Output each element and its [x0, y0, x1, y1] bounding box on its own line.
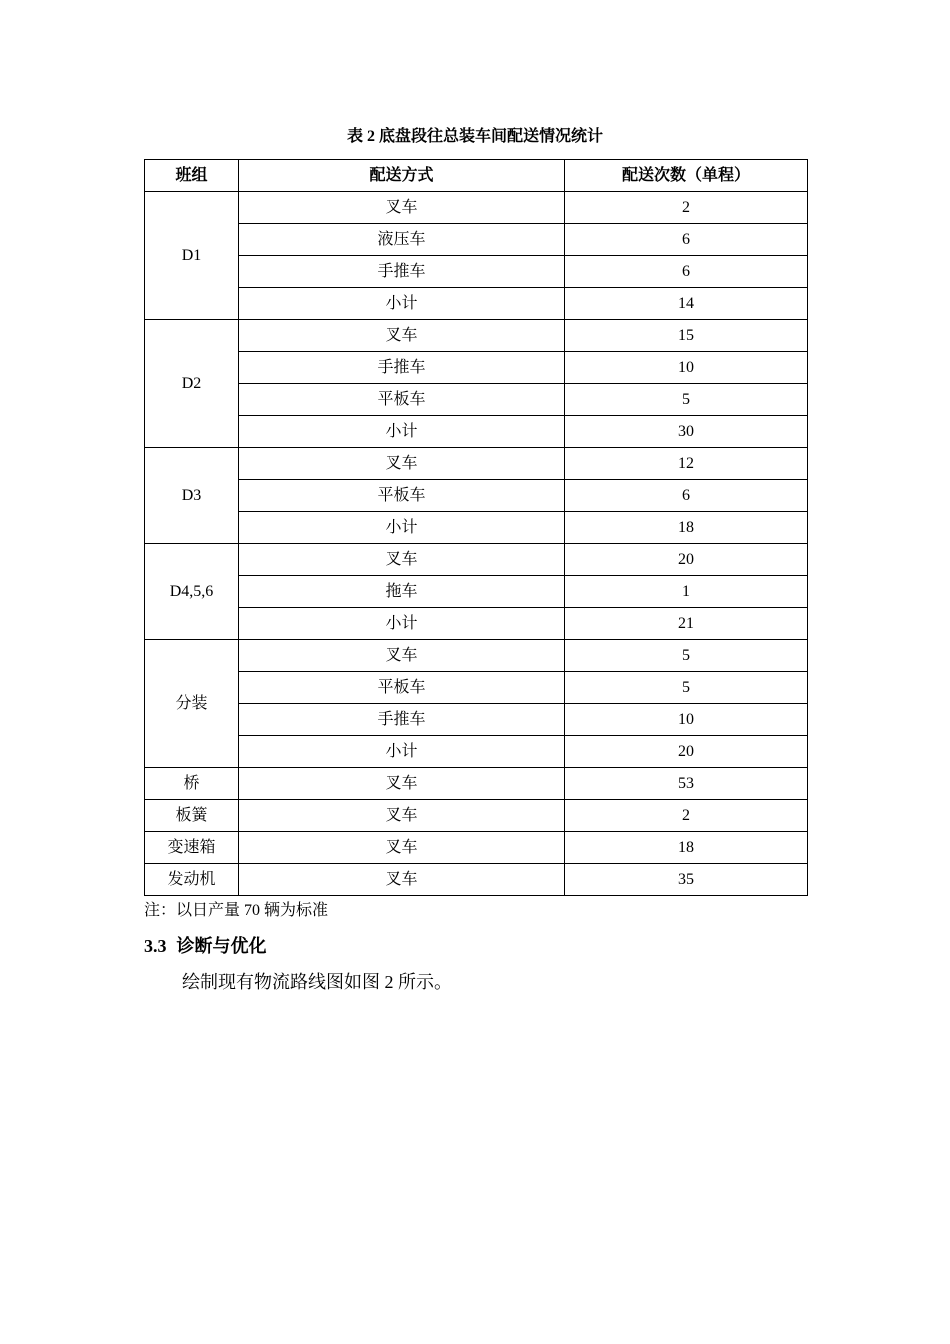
team-cell: D4,5,6 — [145, 544, 239, 640]
header-delivery-method: 配送方式 — [239, 160, 565, 192]
method-cell: 叉车 — [239, 544, 565, 576]
table-row — [145, 512, 808, 544]
count-cell: 12 — [565, 448, 808, 480]
body-paragraph: 绘制现有物流路线图如图 2 所示。 — [182, 972, 452, 992]
team-cell: 发动机 — [145, 864, 239, 896]
method-cell: 小计 — [239, 288, 565, 320]
method-cell: 小计 — [239, 512, 565, 544]
table-note: 注：以日产量 70 辆为标准 — [144, 902, 329, 919]
table-row — [145, 384, 808, 416]
table-row — [145, 544, 808, 576]
method-cell: 叉车 — [239, 800, 565, 832]
section-title: 诊断与优化 — [176, 936, 267, 956]
count-cell: 6 — [565, 256, 808, 288]
count-cell: 1 — [565, 576, 808, 608]
method-cell: 小计 — [239, 416, 565, 448]
count-cell: 5 — [565, 672, 808, 704]
table-caption: 表 2 底盘段往总装车间配送情况统计 — [346, 128, 603, 145]
method-cell: 平板车 — [239, 672, 565, 704]
count-cell: 18 — [565, 832, 808, 864]
table-row — [145, 832, 808, 864]
method-cell: 平板车 — [239, 480, 565, 512]
table-row — [145, 256, 808, 288]
team-cell: D1 — [145, 192, 239, 320]
table-header-row — [145, 160, 808, 192]
method-cell: 叉车 — [239, 320, 565, 352]
table-row — [145, 736, 808, 768]
table-row — [145, 768, 808, 800]
header-delivery-count: 配送次数（单程） — [565, 160, 808, 192]
table-row — [145, 672, 808, 704]
count-cell: 30 — [565, 416, 808, 448]
delivery-stats-table — [144, 159, 808, 896]
count-cell: 5 — [565, 384, 808, 416]
table-row — [145, 608, 808, 640]
table-row — [145, 288, 808, 320]
method-cell: 叉车 — [239, 640, 565, 672]
team-cell: 变速箱 — [145, 832, 239, 864]
table-row — [145, 416, 808, 448]
table-row — [145, 704, 808, 736]
count-cell: 10 — [565, 704, 808, 736]
team-cell: 分装 — [145, 640, 239, 768]
section-number: 3.3 — [144, 936, 167, 956]
count-cell: 18 — [565, 512, 808, 544]
table-row — [145, 864, 808, 896]
table-row — [145, 576, 808, 608]
method-cell: 拖车 — [239, 576, 565, 608]
count-cell: 21 — [565, 608, 808, 640]
count-cell: 53 — [565, 768, 808, 800]
header-team: 班组 — [145, 160, 239, 192]
count-cell: 5 — [565, 640, 808, 672]
team-cell: 桥 — [145, 768, 239, 800]
section-heading — [144, 935, 267, 957]
count-cell: 14 — [565, 288, 808, 320]
method-cell: 叉车 — [239, 768, 565, 800]
table-row — [145, 224, 808, 256]
method-cell: 叉车 — [239, 864, 565, 896]
count-cell: 20 — [565, 736, 808, 768]
team-cell: D3 — [145, 448, 239, 544]
table-row — [145, 480, 808, 512]
method-cell: 叉车 — [239, 192, 565, 224]
count-cell: 20 — [565, 544, 808, 576]
team-cell: 板簧 — [145, 800, 239, 832]
table-row — [145, 320, 808, 352]
method-cell: 小计 — [239, 736, 565, 768]
table-row — [145, 352, 808, 384]
table-row — [145, 192, 808, 224]
method-cell: 手推车 — [239, 704, 565, 736]
method-cell: 手推车 — [239, 256, 565, 288]
table-row — [145, 448, 808, 480]
count-cell: 35 — [565, 864, 808, 896]
team-cell: D2 — [145, 320, 239, 448]
count-cell: 15 — [565, 320, 808, 352]
method-cell: 手推车 — [239, 352, 565, 384]
count-cell: 2 — [565, 192, 808, 224]
method-cell: 平板车 — [239, 384, 565, 416]
method-cell: 叉车 — [239, 832, 565, 864]
count-cell: 2 — [565, 800, 808, 832]
method-cell: 小计 — [239, 608, 565, 640]
count-cell: 10 — [565, 352, 808, 384]
table-row — [145, 640, 808, 672]
count-cell: 6 — [565, 224, 808, 256]
table-row — [145, 800, 808, 832]
count-cell: 6 — [565, 480, 808, 512]
method-cell: 叉车 — [239, 448, 565, 480]
method-cell: 液压车 — [239, 224, 565, 256]
